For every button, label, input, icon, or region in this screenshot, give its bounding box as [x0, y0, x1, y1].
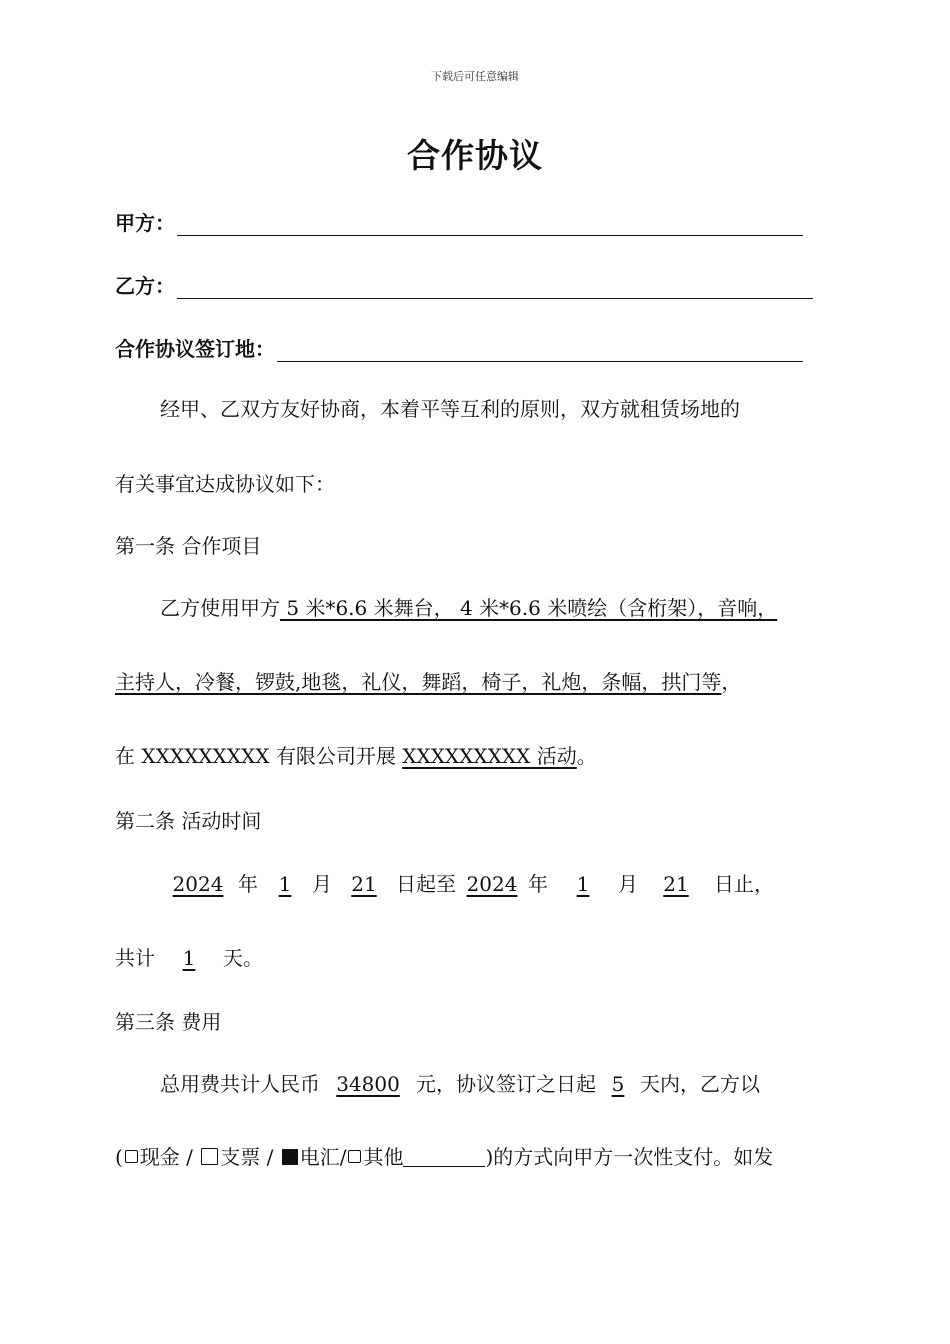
fee-amount: 34800: [336, 1072, 400, 1096]
wire-checkbox-checked[interactable]: [282, 1149, 298, 1165]
other-label: 其他: [363, 1145, 404, 1169]
party-b-label: 乙方：: [115, 274, 175, 298]
end-month-label: 月: [618, 872, 638, 896]
end-day: 21: [663, 872, 689, 896]
article-1-line-1: [160, 594, 777, 622]
total-days-line: [115, 944, 263, 972]
event-end: 。: [576, 744, 597, 768]
other-checkbox[interactable]: [348, 1150, 361, 1163]
fee-mid: 元，协议签订之日起: [416, 1072, 596, 1096]
intro-line-1: 经甲、乙双方友好协商，本着平等互利的原则，双方就租赁场地的: [160, 397, 740, 421]
payment-close: )的方式向甲方一次性支付。如发: [485, 1145, 774, 1169]
separator-2: /: [260, 1145, 280, 1169]
intro-line-2: 有关事宜达成协议如下：: [115, 472, 335, 496]
header-note: 下载后可任意编辑: [431, 70, 519, 83]
payment-days: 5: [611, 1072, 625, 1096]
article-3-heading: 第三条 费用: [115, 1010, 222, 1034]
start-day: 21: [351, 872, 377, 896]
signing-place-blank[interactable]: [277, 339, 803, 362]
fee-line: [160, 1070, 760, 1098]
article-1-line-2: [115, 668, 741, 696]
fee-prefix: 总用费共计人民币: [160, 1072, 320, 1096]
event-location: 在 XXXXXXXXX 有限公司开展: [115, 744, 403, 768]
rental-items-1: 5 米*6.6 米舞台， 4 米*6.6 米喷绘（含桁架），音响，: [280, 596, 778, 620]
cash-checkbox[interactable]: [125, 1150, 138, 1163]
rental-items-end: ，: [721, 670, 742, 694]
until-label: 日止，: [714, 872, 774, 896]
payment-open: (: [115, 1145, 123, 1169]
party-a-label: 甲方：: [115, 211, 175, 235]
start-month-label: 月: [312, 872, 332, 896]
end-year: 2024: [466, 872, 518, 896]
start-year-label: 年: [238, 872, 258, 896]
start-month: 1: [278, 872, 292, 896]
event-name: XXXXXXXXX 活动: [402, 744, 577, 768]
party-b-field: [115, 270, 813, 299]
separator-3: /: [339, 1145, 347, 1169]
from-label: 日起至: [396, 872, 456, 896]
signing-place-field: [115, 333, 803, 362]
party-a-blank[interactable]: [177, 213, 803, 236]
party-a-field: [115, 207, 803, 236]
payment-method-line: [115, 1143, 773, 1171]
cash-label: 现金: [139, 1145, 180, 1169]
article-2-heading: 第二条 活动时间: [115, 809, 262, 833]
check-checkbox[interactable]: [201, 1148, 218, 1165]
article-1-prefix: 乙方使用甲方: [160, 596, 280, 620]
day-unit: 天。: [223, 946, 263, 970]
article-1-heading: 第一条 合作项目: [115, 534, 262, 558]
fee-end: 天内，乙方以: [640, 1072, 760, 1096]
rental-items-2: 主持人，冷餐，锣鼓,地毯，礼仪，舞蹈，椅子，礼炮，条幅，拱门等: [115, 670, 722, 694]
other-blank[interactable]: [403, 1146, 485, 1167]
page-title: 合作协议: [407, 136, 543, 175]
end-month: 1: [576, 872, 590, 896]
end-year-label: 年: [528, 872, 548, 896]
date-range-line: [158, 870, 774, 898]
party-b-blank[interactable]: [177, 276, 813, 299]
article-1-line-3: [115, 742, 597, 770]
total-days: 1: [182, 946, 196, 970]
check-label: 支票: [220, 1145, 261, 1169]
signing-place-label: 合作协议签订地：: [115, 337, 275, 361]
separator-1: /: [179, 1145, 200, 1169]
start-year: 2024: [172, 872, 224, 896]
total-label: 共计: [115, 946, 155, 970]
wire-label: 电汇: [299, 1145, 340, 1169]
